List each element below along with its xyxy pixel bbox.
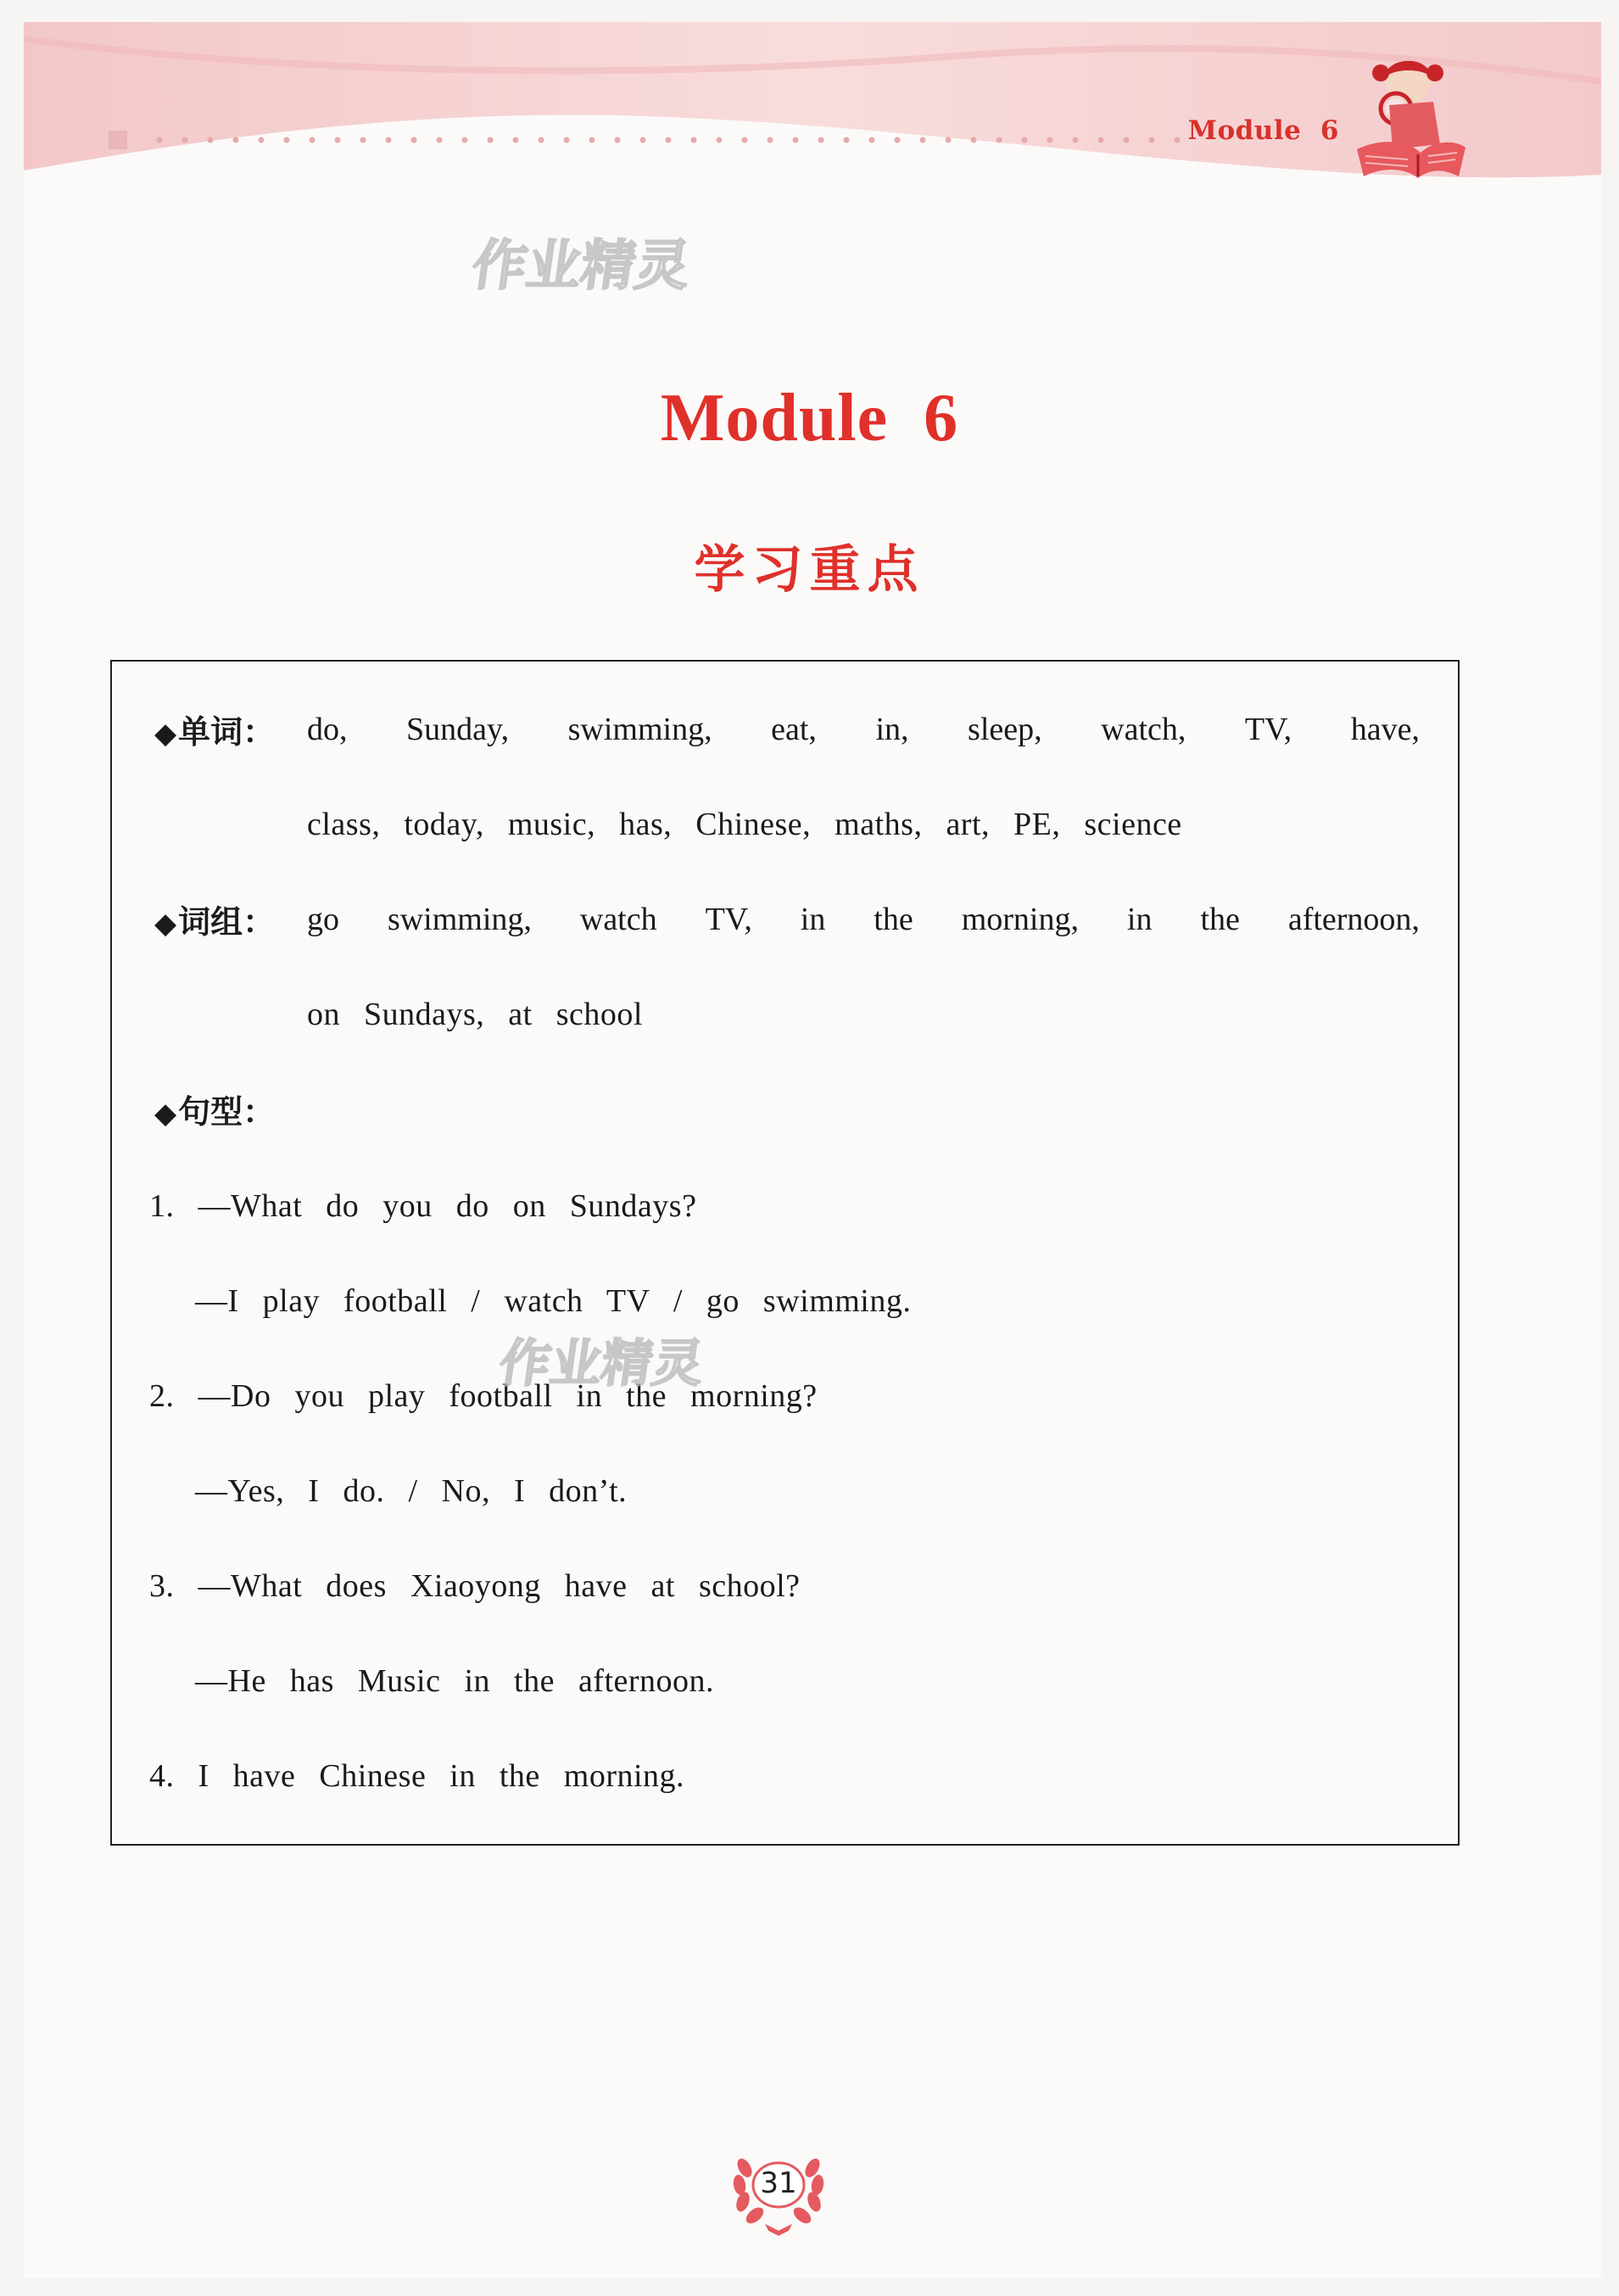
words-line-1 (307, 711, 1420, 748)
section-title: 学习重点 (694, 540, 925, 600)
sentences-label (154, 1086, 275, 1132)
word: do, (307, 712, 348, 747)
diamond-bullet-icon: ◆ (154, 717, 177, 751)
watermark: 作业精灵 (495, 1334, 708, 1394)
sentence-3-answer: —He has Music in the afternoon. (195, 1663, 715, 1699)
word: in, (875, 712, 909, 747)
phrases-line-2: on Sundays, at school (307, 997, 643, 1032)
word: eat, (771, 712, 817, 747)
word: swimming, (567, 712, 712, 747)
phrase-word: in (1126, 902, 1153, 937)
key-points-box (110, 660, 1460, 1846)
word: Sunday, (406, 712, 510, 747)
phrases-line-1 (307, 901, 1420, 938)
page-number-badge (728, 2142, 829, 2236)
phrases-label-text: 词组： (178, 903, 276, 941)
sentence-4: 4. I have Chinese in the morning. (149, 1758, 685, 1794)
sentence-2-answer: —Yes, I do. / No, I don’t. (195, 1473, 628, 1509)
word: TV, (1244, 712, 1292, 747)
phrase-word: afternoon, (1287, 902, 1420, 937)
sentence-2-question: 2. —Do you play football in the morning? (149, 1378, 818, 1414)
sentence-3-question: 3. —What does Xiaoyong have at school? (149, 1568, 801, 1604)
phrase-word: morning, (961, 902, 1079, 937)
word: watch, (1101, 712, 1186, 747)
sentence-1-answer: —I play football / watch TV / go swimming. (195, 1283, 912, 1319)
sentence-1-question: 1. —What do you do on Sundays? (149, 1188, 697, 1224)
header-module-label: Module 6 (1187, 115, 1339, 146)
page-title: Module 6 (660, 381, 959, 455)
watermark: 作业精灵 (467, 235, 695, 298)
phrase-word: swimming, (387, 902, 532, 937)
phrase-word: the (874, 902, 913, 937)
diamond-bullet-icon: ◆ (154, 907, 177, 941)
girl-reading-book-icon (1340, 49, 1467, 193)
phrases-label (154, 896, 275, 942)
words-line-2: class, today, music, has, Chinese, maths, art, PE, science (307, 807, 1182, 842)
sentences-label-text: 句型： (178, 1093, 276, 1131)
phrase-word: TV, (705, 902, 752, 937)
words-label (154, 706, 275, 752)
phrase-word: go (307, 902, 339, 937)
diamond-bullet-icon: ◆ (154, 1097, 177, 1131)
phrase-word: in (800, 902, 826, 937)
word: sleep, (968, 712, 1042, 747)
page-number: 31 (760, 2166, 797, 2200)
words-label-text: 单词： (178, 713, 276, 751)
word: have, (1350, 712, 1420, 747)
phrase-word: watch (579, 902, 657, 937)
phrase-word: the (1200, 902, 1240, 937)
